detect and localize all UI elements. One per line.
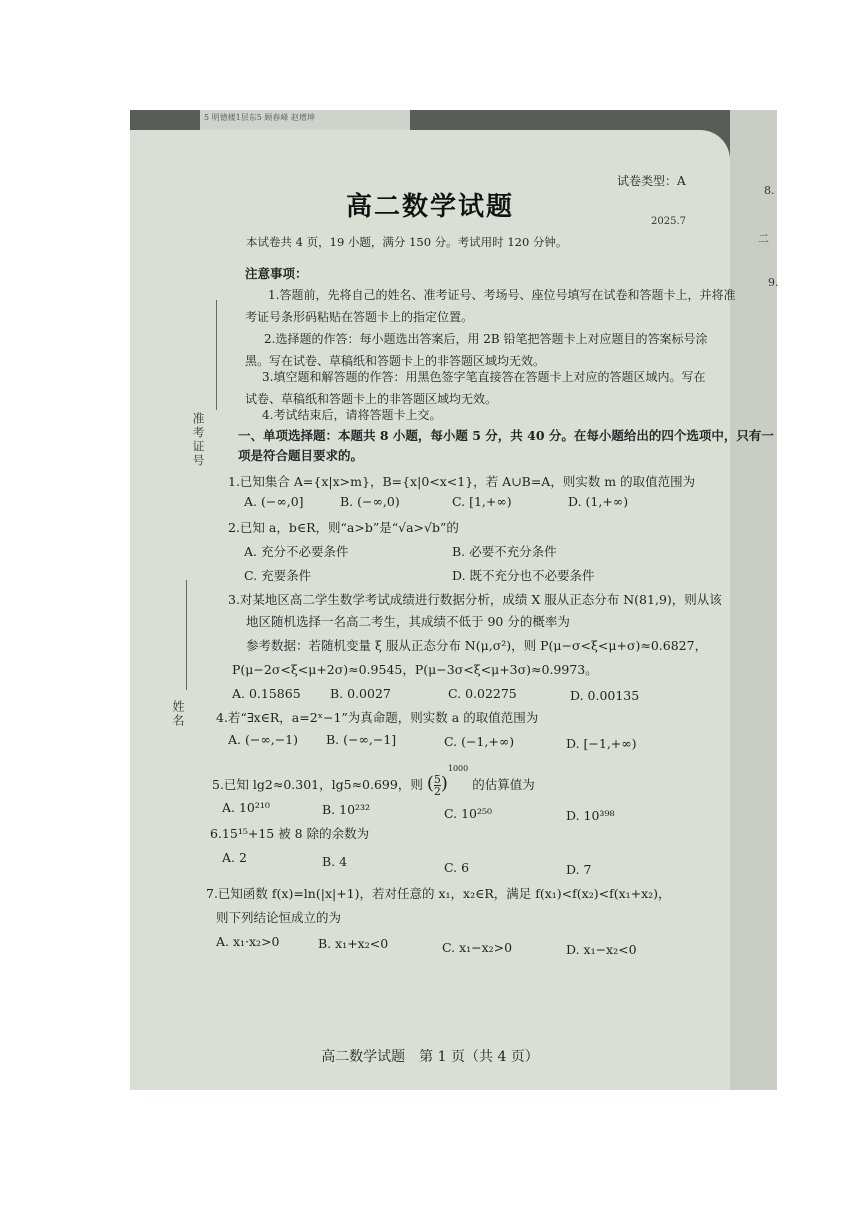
section-heading: 一、单项选择题：本题共 8 小题，每小题 5 分，共 40 分。在每小题给出的四个选项中，只有一	[238, 428, 774, 443]
q2-option-c: C. 充要条件	[244, 568, 312, 583]
exam-date: 2025.7	[651, 216, 686, 227]
q1-option-d: D. (1,+∞)	[568, 494, 629, 509]
q4-option-c: C. (−1,+∞)	[444, 734, 515, 749]
q2-option-b: B. 必要不充分条件	[452, 544, 557, 559]
q5-option-d: D. 10³⁹⁸	[566, 808, 615, 823]
exam-type: 试卷类型：A	[617, 174, 686, 188]
exam-number-label: 准考证号	[191, 412, 205, 468]
binding-line	[186, 580, 187, 690]
q6-option-c: C. 6	[444, 860, 470, 875]
q5-stem-suffix: 的估算值为	[472, 777, 535, 792]
q5-fraction	[434, 774, 441, 797]
question-5-stem: 5.已知 lg2≈0.301，lg5≈0.699，则 ( $\frac{5}{2}$ )$^{1000}$ 的估算值为	[212, 764, 535, 798]
page-title: 高二数学试题	[345, 192, 514, 222]
q3-option-c: C. 0.02275	[448, 686, 517, 701]
right-page-text-2: 二	[758, 232, 769, 245]
q1-option-c: C. [1,+∞)	[452, 494, 512, 509]
q3-option-a: A. 0.15865	[232, 686, 301, 701]
q6-option-b: B. 4	[322, 854, 348, 869]
q1-option-a: A. (−∞,0]	[244, 494, 304, 509]
intro-text: 本试卷共 4 页，19 小题，满分 150 分。考试用时 120 分钟。	[246, 235, 568, 249]
q5-stem-prefix: 5.已知 lg2≈0.301，lg5≈0.699，则	[212, 777, 423, 792]
q7-option-a: A. x₁·x₂>0	[216, 934, 280, 949]
question-3-reference: 参考数据：若随机变量 ξ 服从正态分布 N(μ,σ²)，则 P(μ−σ<ξ<μ+σ)≈0.6827，	[246, 638, 708, 653]
page-footer: 高二数学试题 第 1 页（共 4 页）	[321, 1049, 539, 1065]
q5-fraction-denominator: 2	[433, 785, 441, 798]
q6-option-d: D. 7	[566, 862, 592, 877]
note-line: 2.选择题的作答：每小题选出答案后，用 2B 铅笔把答题卡上对应题目的答案标号涂	[264, 332, 708, 346]
right-page-text-1: 8.	[764, 184, 775, 197]
q3-option-d: D. 0.00135	[570, 688, 640, 703]
q4-option-d: D. [−1,+∞)	[566, 736, 637, 751]
q5-exponent: 1000	[447, 764, 469, 773]
question-7-stem: 7.已知函数 f(x)=ln(|x|+1)，若对任意的 x₁，x₂∈R，满足 f(x₁)<f(x₂)<f(x₁+x₂)，	[206, 886, 671, 901]
q5-option-a: A. 10²¹⁰	[222, 800, 270, 815]
note-line: 考证号条形码粘贴在答题卡上的指定位置。	[245, 310, 474, 324]
q3-option-b: B. 0.0027	[330, 686, 391, 701]
q5-option-b: B. 10²³²	[322, 802, 371, 817]
q5-fraction-numerator: 5	[433, 773, 441, 786]
question-4-stem: 4.若“∃x∈R，a=2ˣ−1”为真命题，则实数 a 的取值范围为	[216, 710, 539, 725]
note-line: 1.答题前，先将自己的姓名、准考证号、考场号、座位号填写在试卷和答题卡上，并将准	[268, 288, 736, 302]
question-1-stem: 1.已知集合 A={x|x>m}，B={x|0<x<1}，若 A∪B=A，则实数 m 的取值范围为	[228, 474, 696, 489]
q5-option-c: C. 10²⁵⁰	[444, 806, 493, 821]
note-line: 4.考试结束后，请将答题卡上交。	[262, 408, 442, 422]
question-3-stem: 地区随机选择一名高二考生，其成绩不低于 90 分的概率为	[246, 614, 570, 629]
question-3-reference: P(μ−2σ<ξ<μ+2σ)≈0.9545，P(μ−3σ<ξ<μ+3σ)≈0.9973。	[232, 662, 598, 677]
note-line: 黑。写在试卷、草稿纸和答题卡上的非答题区域均无效。	[245, 354, 546, 368]
next-page-edge	[730, 110, 777, 1090]
q7-option-d: D. x₁−x₂<0	[566, 942, 637, 957]
question-6-stem: 6.15¹⁵+15 被 8 除的余数为	[210, 826, 370, 841]
question-2-stem: 2.已知 a，b∈R，则“a>b”是“√a>√b”的	[228, 520, 459, 535]
question-3-stem: 3.对某地区高二学生数学考试成绩进行数据分析，成绩 X 服从正态分布 N(81,9)，则从该	[228, 592, 722, 607]
q7-option-b: B. x₁+x₂<0	[318, 936, 389, 951]
top-table-strip: 5 明德楼1层东5 顾春峰 赵增坤	[200, 110, 410, 132]
section-heading: 项是符合题目要求的。	[238, 448, 364, 463]
binding-line	[216, 300, 217, 410]
q4-option-b: B. (−∞,−1]	[326, 732, 397, 747]
note-line: 试卷、草稿纸和答题卡上的非答题区域均无效。	[245, 392, 498, 406]
right-page-text-3: 9.	[768, 276, 779, 289]
q4-option-a: A. (−∞,−1)	[228, 732, 299, 747]
q2-option-d: D. 既不充分也不必要条件	[452, 568, 595, 583]
notes-header: 注意事项：	[245, 266, 308, 281]
q7-option-c: C. x₁−x₂>0	[442, 940, 513, 955]
q1-option-b: B. (−∞,0)	[340, 494, 400, 509]
q6-option-a: A. 2	[222, 850, 247, 865]
name-label: 姓名	[171, 700, 185, 728]
q2-option-a: A. 充分不必要条件	[244, 544, 349, 559]
question-7-stem: 则下列结论恒成立的为	[216, 910, 342, 925]
note-line: 3.填空题和解答题的作答：用黑色签字笔直接答在答题卡上对应的答题区域内。写在	[262, 370, 706, 384]
